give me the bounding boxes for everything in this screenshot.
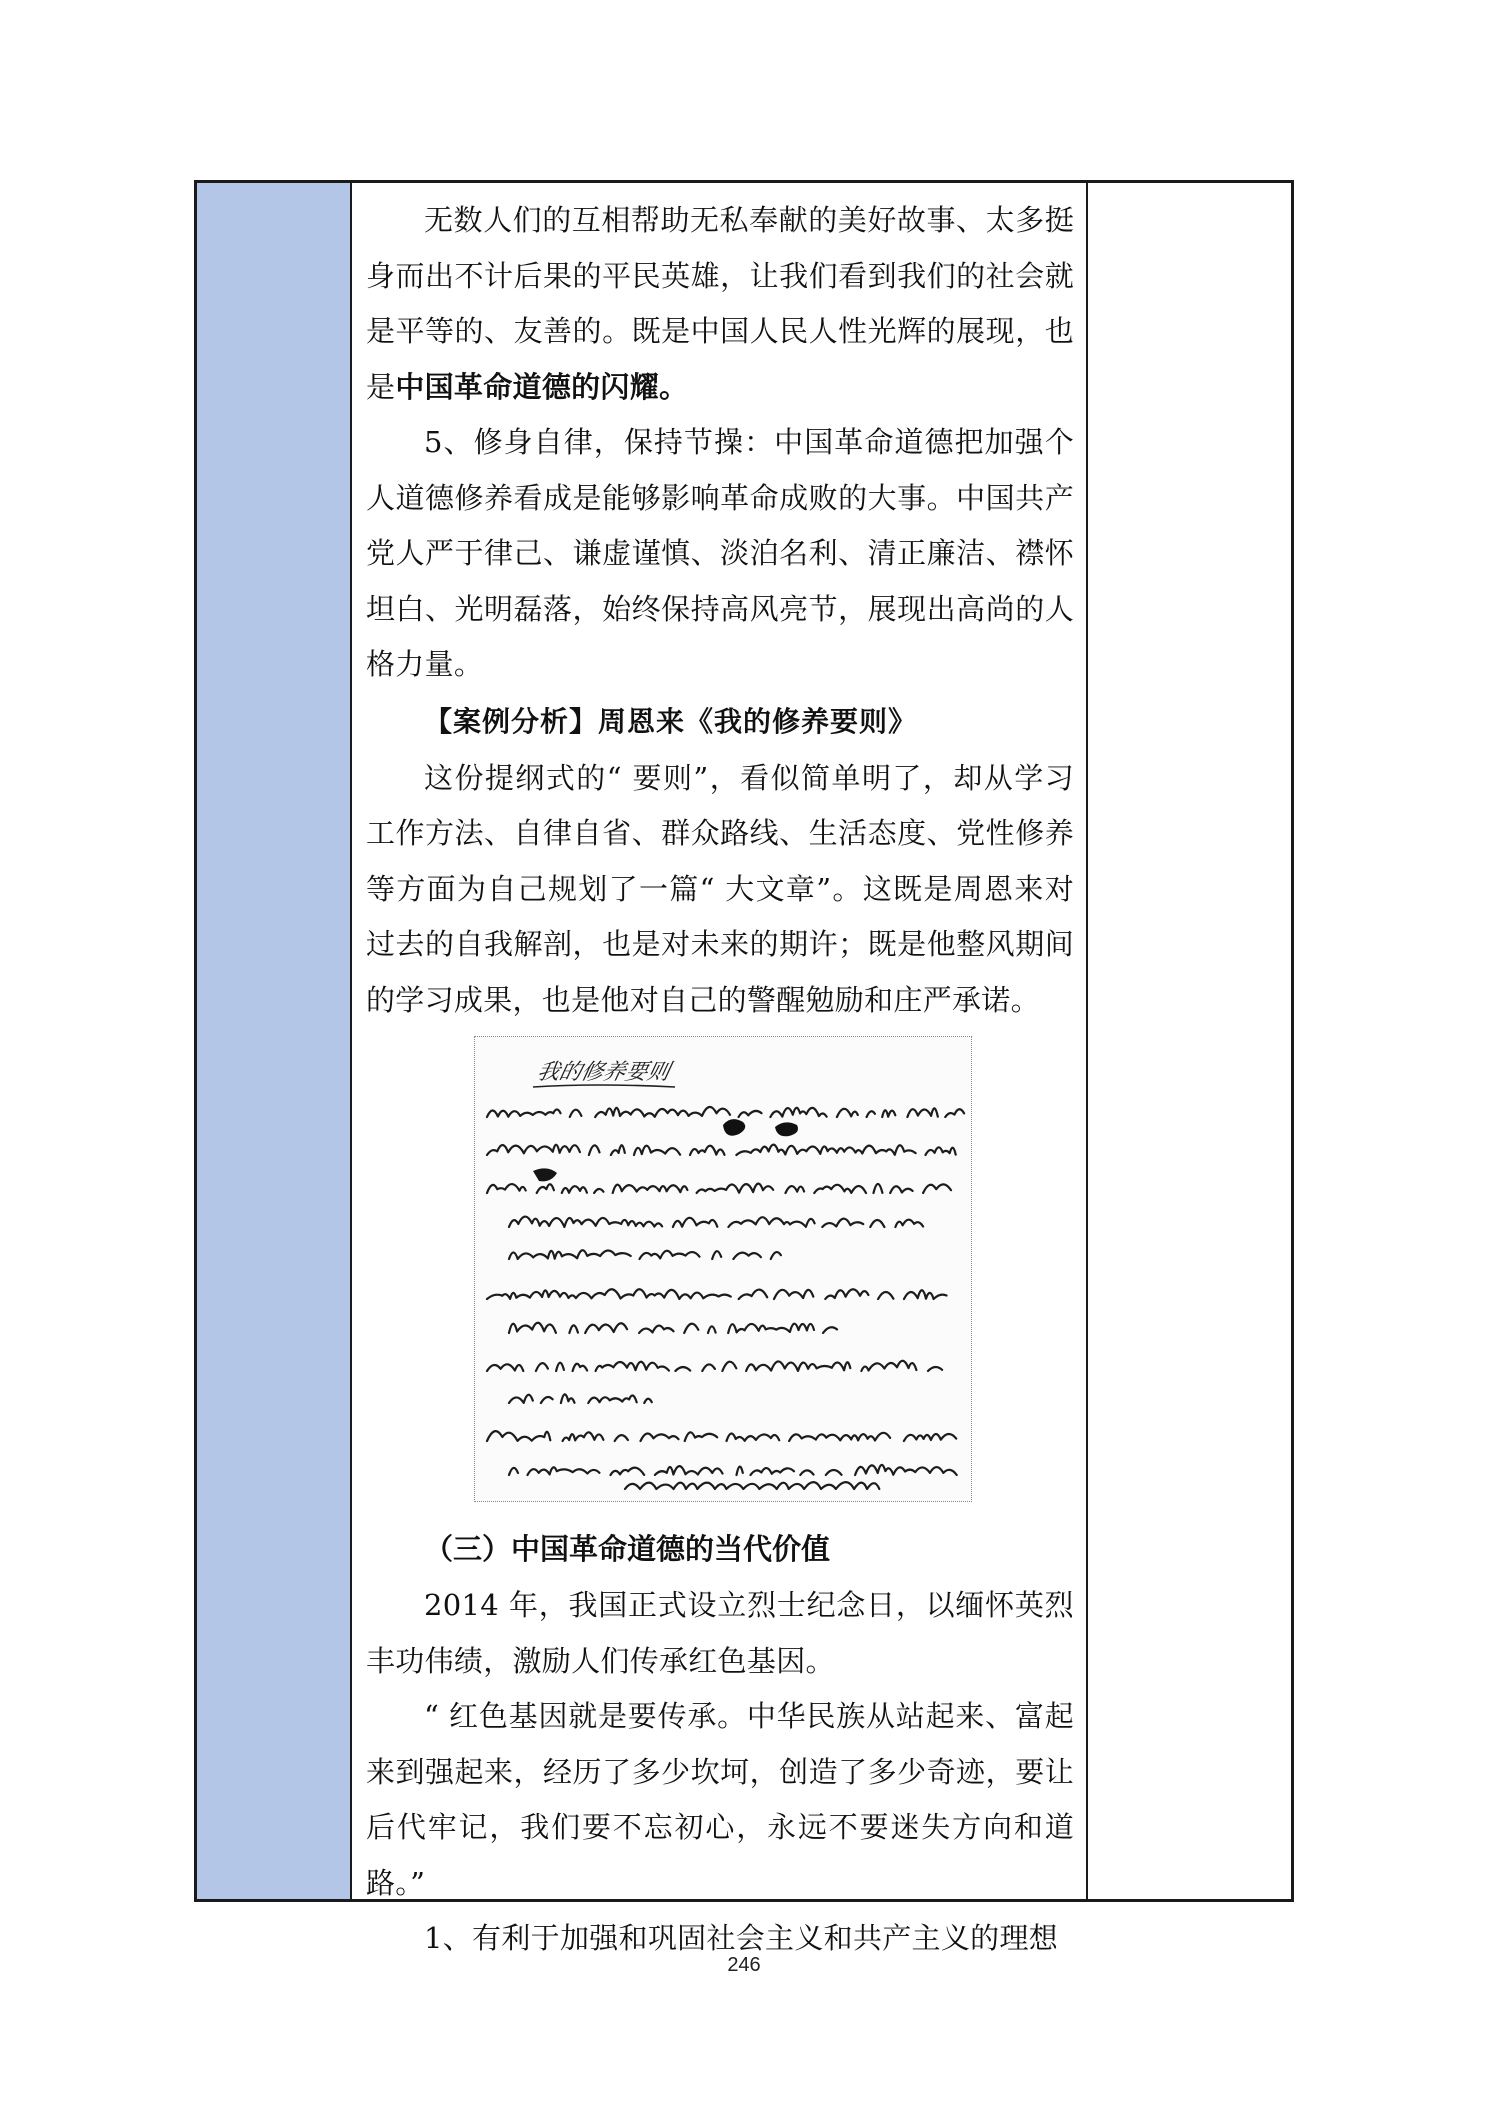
paragraph-heroes-text: 无数人们的互相帮助无私奉献的美好故事、太多挺身而出不计后果的平民英雄，让我们看到我们的社会就是平等的、友善的。既是中国人民人性光辉的展现，也是 bbox=[366, 203, 1074, 404]
paragraph-heroes-emphasis: 中国革命道德的闪耀。 bbox=[395, 369, 689, 404]
paragraph-point-5: 5、修身自律，保持节操：中国革命道德把加强个人道德修养看成是能够影响革命成败的大事。中国共产党人严于律己、谦虚谨慎、淡泊名利、清正廉洁、襟怀坦白、光明磊落，始终保持高风亮节，展现出高尚的人格力量。 bbox=[366, 425, 1074, 681]
document-table bbox=[194, 180, 1294, 1955]
paragraph-heroes bbox=[366, 193, 1074, 415]
table-left-column bbox=[197, 183, 352, 1899]
manuscript-title: 我的修养要则 bbox=[534, 1059, 673, 1085]
manuscript-image bbox=[474, 1036, 972, 1502]
table-main-column bbox=[352, 183, 1088, 1955]
table-right-column bbox=[1088, 183, 1291, 1899]
paragraph-martyrs-day: 2014 年，我国正式设立烈士纪念日，以缅怀英烈丰功伟绩，激励人们传承红色基因。 bbox=[366, 1588, 1074, 1678]
section-3-heading: （三）中国革命道德的当代价值 bbox=[424, 1532, 831, 1566]
paragraph-point-1: 1、有利于加强和巩固社会主义和共产主义的理想 bbox=[424, 1921, 1059, 1955]
paragraph-case-analysis: 这份提纲式的“ 要则”，看似简单明了，却从学习工作方法、自律自省、群众路线、生活态度、党性修养等方面为自己规划了一篇“ 大文章”。这既是周恩来对过去的自我解剖，也是对未来的期许；既是他整风期间的学习成果，也是他对自己的警醒勉励和庄严承诺。 bbox=[366, 760, 1074, 1017]
case-analysis-title: 【案例分析】周恩来《我的修养要则》 bbox=[424, 704, 918, 738]
page-number: 246 bbox=[727, 1954, 761, 1976]
paragraph-red-gene-quote: “ 红色基因就是要传承。中华民族从站起来、富起来到强起来，经历了多少坎坷，创造了多少奇迹，要让后代牢记，我们要不忘初心，永远不要迷失方向和道路。” bbox=[366, 1699, 1074, 1900]
